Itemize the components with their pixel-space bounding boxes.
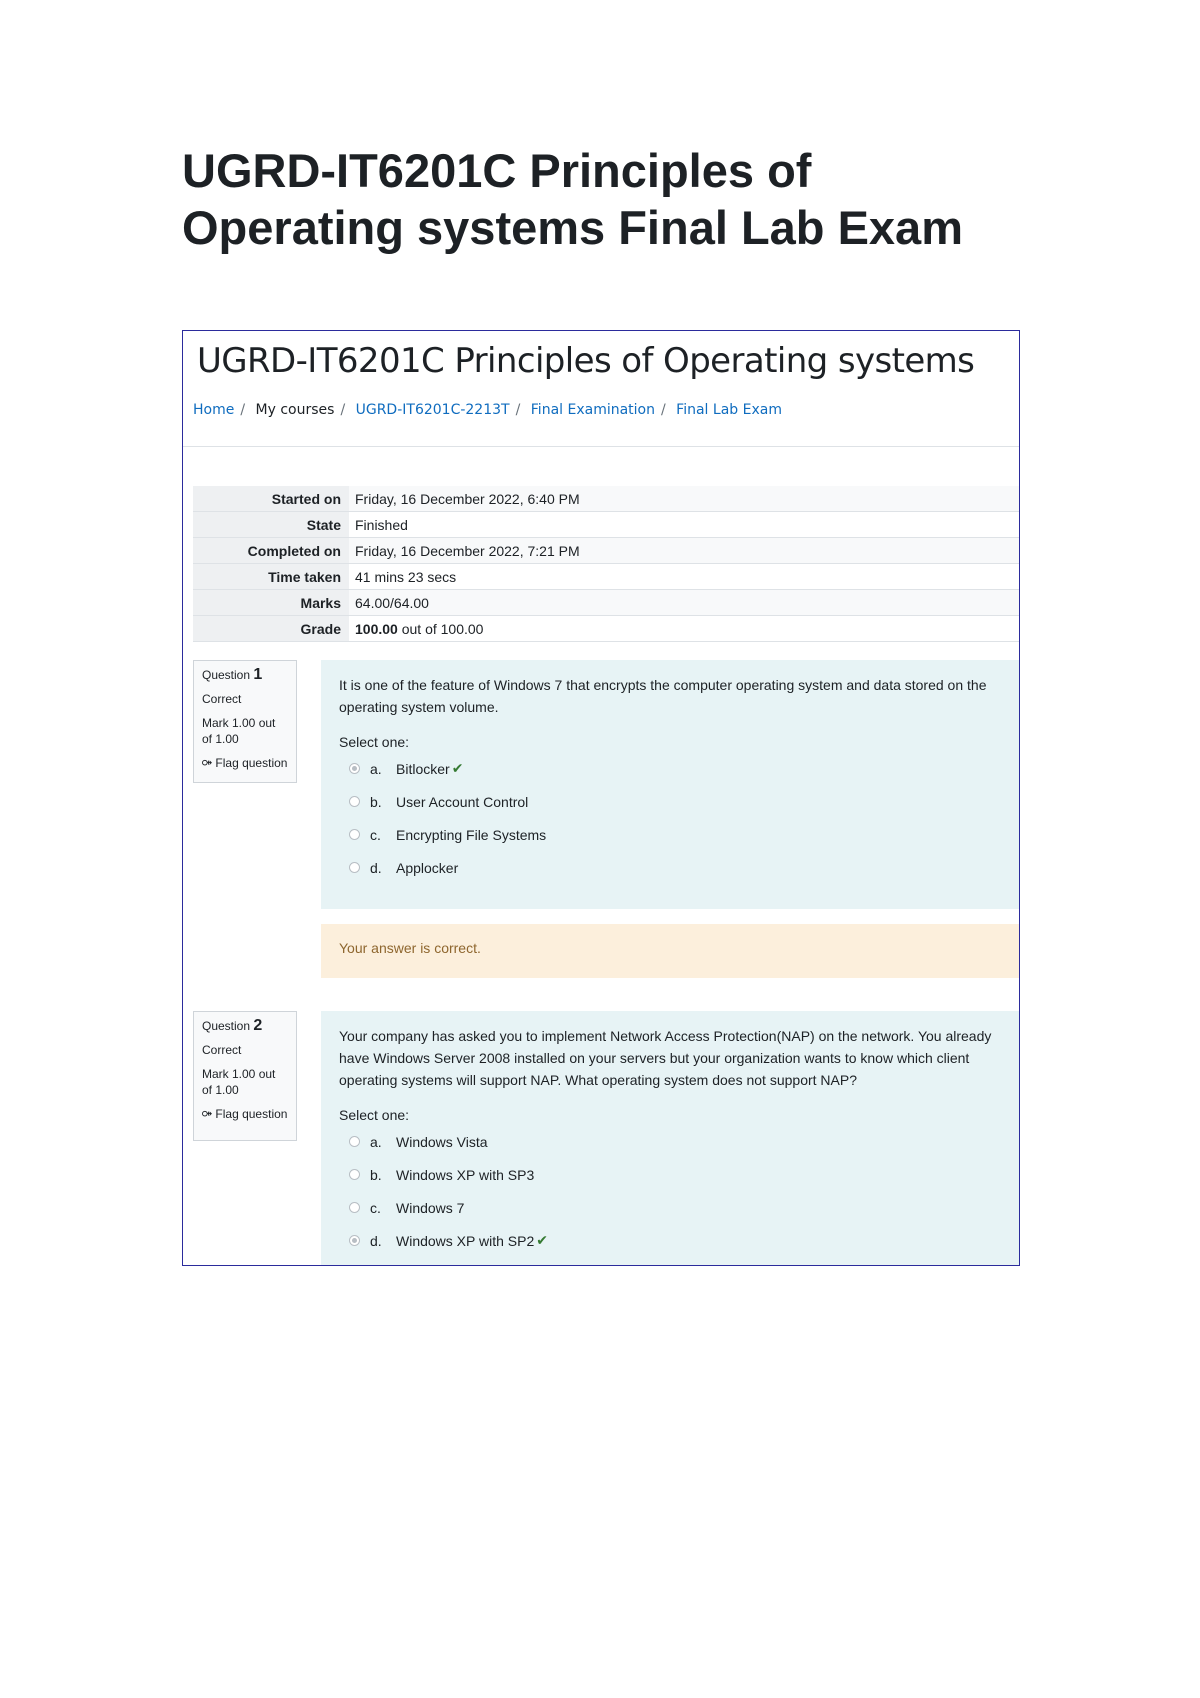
- option-text: Windows XP with SP3: [396, 1166, 535, 1183]
- breadcrumb-course[interactable]: UGRD-IT6201C-2213T: [355, 402, 510, 418]
- summary-value: [349, 616, 1019, 642]
- radio[interactable]: [349, 1136, 360, 1147]
- attempt-summary-table: [193, 486, 1019, 642]
- summary-row-completed-on: [193, 538, 1019, 564]
- summary-value: 41 mins 23 secs: [349, 564, 1019, 590]
- option-text: Windows 7: [396, 1199, 465, 1216]
- question-number-value: 1: [253, 666, 263, 683]
- summary-label: Grade: [193, 616, 349, 642]
- breadcrumb-separator: /: [661, 402, 666, 418]
- radio[interactable]: [349, 862, 360, 873]
- question-1-formulation: [321, 660, 1019, 909]
- option-text: Windows XP with SP2: [396, 1232, 535, 1249]
- radio[interactable]: [349, 1169, 360, 1180]
- breadcrumb-final-examination[interactable]: Final Examination: [530, 402, 655, 418]
- radio-selected[interactable]: [349, 1235, 360, 1246]
- header-divider: [183, 446, 1019, 447]
- answer-option[interactable]: [339, 1125, 1009, 1158]
- answer-options: [339, 1125, 1009, 1257]
- summary-label: State: [193, 512, 349, 538]
- option-text: Bitlocker: [396, 760, 450, 777]
- summary-row-marks: [193, 590, 1019, 616]
- breadcrumb-final-lab-exam[interactable]: Final Lab Exam: [676, 402, 782, 418]
- answer-option[interactable]: [339, 851, 1009, 884]
- radio[interactable]: [349, 1202, 360, 1213]
- flag-question-label: Flag question: [215, 756, 288, 770]
- flag-icon: ⚩: [202, 756, 213, 770]
- option-text: Windows Vista: [396, 1133, 488, 1150]
- question-text: It is one of the feature of Windows 7 that encrypts the computer operating system and data stored on the operating system volume.: [339, 677, 987, 715]
- option-letter: d.: [370, 1232, 382, 1249]
- answer-option[interactable]: [339, 1158, 1009, 1191]
- option-letter: a.: [370, 760, 382, 777]
- breadcrumb: [193, 402, 782, 418]
- option-text: User Account Control: [396, 793, 529, 810]
- option-text: Applocker: [396, 859, 459, 876]
- select-one-prompt: Select one:: [339, 1107, 410, 1123]
- answer-option[interactable]: [339, 752, 1009, 785]
- answer-option[interactable]: [339, 785, 1009, 818]
- summary-value: Friday, 16 December 2022, 7:21 PM: [349, 538, 1019, 564]
- breadcrumb-separator: /: [515, 402, 521, 418]
- answer-feedback: Your answer is correct.: [321, 924, 1019, 978]
- check-icon: ✔: [451, 760, 464, 776]
- question-label: Question: [202, 1019, 251, 1033]
- quiz-review-screenshot: [182, 330, 1020, 1266]
- flag-question-link[interactable]: [202, 1106, 288, 1122]
- question-mark: Mark 1.00 out of 1.00: [202, 1067, 276, 1097]
- question-number: [202, 1018, 288, 1034]
- breadcrumb-my-courses[interactable]: My courses: [255, 402, 335, 418]
- summary-row-grade: [193, 616, 1019, 642]
- page-title: UGRD-IT6201C Principles of Operating systems: [197, 341, 975, 381]
- option-letter: b.: [370, 793, 382, 810]
- question-status: Correct: [202, 692, 242, 706]
- answer-option[interactable]: [339, 1191, 1009, 1224]
- summary-row-state: [193, 512, 1019, 538]
- breadcrumb-home[interactable]: Home: [193, 402, 235, 418]
- grade-out-of: out of 100.00: [397, 620, 484, 637]
- breadcrumb-separator: /: [340, 402, 346, 418]
- radio[interactable]: [349, 829, 360, 840]
- question-2-formulation: [321, 1011, 1019, 1266]
- question-number: [202, 667, 288, 683]
- check-icon: ✔: [536, 1232, 548, 1248]
- question-1-info: [193, 660, 297, 783]
- option-letter: a.: [370, 1133, 382, 1150]
- answer-option[interactable]: [339, 1224, 1009, 1257]
- option-letter: b.: [370, 1166, 382, 1183]
- summary-value: 64.00/64.00: [349, 590, 1019, 616]
- answer-options: [339, 752, 1009, 884]
- summary-label: Marks: [193, 590, 349, 616]
- flag-question-label: Flag question: [215, 1107, 288, 1121]
- select-one-prompt: Select one:: [339, 734, 410, 750]
- radio-selected[interactable]: [349, 763, 360, 774]
- summary-label: Completed on: [193, 538, 349, 564]
- flag-question-link[interactable]: [202, 755, 288, 771]
- option-text: Encrypting File Systems: [396, 826, 547, 843]
- question-status: Correct: [202, 1043, 242, 1057]
- question-number-value: 2: [253, 1017, 263, 1034]
- question-label: Question: [202, 668, 251, 682]
- grade-value: 100.00: [355, 620, 398, 637]
- breadcrumb-separator: /: [240, 402, 246, 418]
- summary-row-time-taken: [193, 564, 1019, 590]
- summary-label: Started on: [193, 486, 349, 512]
- question-text: Your company has asked you to implement Network Access Protection(NAP) on the network. You already have Windows Server 2008 installed on your servers but your organization wants to know which client operating systems will support NAP. What operating system does not support NAP?: [339, 1028, 992, 1088]
- question-2-info: [193, 1011, 297, 1141]
- summary-row-started-on: [193, 486, 1019, 512]
- option-letter: c.: [370, 826, 381, 843]
- summary-value: Finished: [349, 512, 1019, 538]
- summary-value: Friday, 16 December 2022, 6:40 PM: [349, 486, 1019, 512]
- summary-label: Time taken: [193, 564, 349, 590]
- option-letter: d.: [370, 859, 382, 876]
- answer-option[interactable]: [339, 818, 1009, 851]
- radio[interactable]: [349, 796, 360, 807]
- question-mark: Mark 1.00 out of 1.00: [202, 716, 276, 746]
- document-title: UGRD-IT6201C Principles of Operating systems Final Lab Exam: [182, 144, 963, 254]
- option-letter: c.: [370, 1199, 381, 1216]
- flag-icon: ⚩: [202, 1107, 213, 1121]
